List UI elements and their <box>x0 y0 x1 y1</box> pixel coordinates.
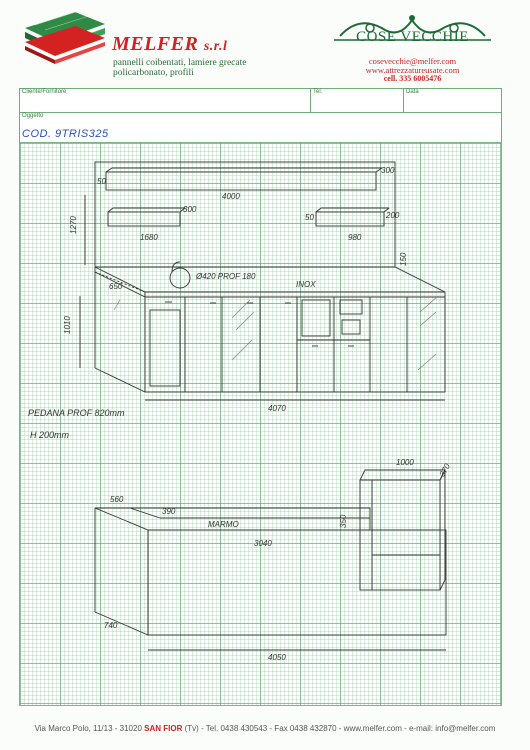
dim-sink: Ø420 PROF 180 <box>196 272 256 281</box>
dim-block-w: 1000 <box>396 458 414 467</box>
phone-label: Tel. <box>313 89 323 95</box>
dim-left-d: 560 <box>110 495 124 504</box>
partner-web: www.attrezzatureusate.com <box>365 65 460 75</box>
sink-circle <box>170 268 190 288</box>
counter-front <box>148 530 446 635</box>
dim-total-len: 4070 <box>268 404 286 413</box>
wall-panel <box>95 162 395 267</box>
tall-block-top <box>360 470 445 480</box>
shelf-right <box>316 212 384 226</box>
dim-shelf-top-h: 50 <box>97 177 106 186</box>
shelf-top <box>106 172 376 190</box>
dim-depth: 650 <box>109 282 123 291</box>
dim-shelf-left-len: 1680 <box>140 233 158 242</box>
dim-bottom-total: 4050 <box>268 653 286 662</box>
dim-wall-height: 1270 <box>69 216 78 234</box>
shelf-left <box>108 212 180 226</box>
dim-shelf-top-len: 4000 <box>222 192 240 201</box>
dim-shelf-right-h: 50 <box>305 213 314 222</box>
dim-small-h: 350 <box>339 514 348 528</box>
oven-door <box>150 310 180 386</box>
partner-email: cosevecchie@melfer.com <box>368 56 457 66</box>
dim-shelf-right-d: 200 <box>386 211 400 220</box>
subject-value: COD. 9TRIS325 <box>22 128 109 140</box>
label-material: INOX <box>296 280 316 289</box>
footer-address: Via Marco Polo, 11/13 - 31020 SAN FIOR (Tv) - Tel. 0438 430543 - Fax 0438 432870 - www.melfer.com - e-mail: info@melfer.com <box>34 724 496 733</box>
note-platform-h: H 200mm <box>30 430 70 440</box>
label-top-material: MARMO <box>208 520 239 529</box>
brand-tagline-1: pannelli coibentati, lamiere grecate <box>113 58 247 68</box>
partner-name: COSE VECCHIE <box>356 29 469 45</box>
note-platform: PEDANA PROF 820mm <box>28 408 125 418</box>
date-label: Data <box>406 89 419 95</box>
partner-cell: cell. 335 6005476 <box>383 74 442 83</box>
dim-height: 1010 <box>63 316 72 334</box>
brand-tagline-2: policarbonato, profili <box>113 68 194 78</box>
dim-shelf-right-len: 980 <box>348 233 362 242</box>
dim-shelf-top-d: 300 <box>381 166 395 175</box>
counter-body <box>145 297 445 392</box>
subject-label: Oggetto <box>22 113 44 119</box>
dim-front-h: 740 <box>104 621 118 630</box>
dim-top-d: 390 <box>162 507 176 516</box>
dim-shelf-left-d: 300 <box>183 205 197 214</box>
dim-block-d: 370 <box>437 462 453 479</box>
dim-backsplash: 150 <box>399 252 408 266</box>
client-label: Cliente/Fornitore <box>22 89 67 95</box>
brand-name: MELFER s.r.l <box>112 33 228 55</box>
counter-top <box>95 267 445 292</box>
display-panel <box>302 300 330 336</box>
dim-counter-len: 3040 <box>254 539 272 548</box>
